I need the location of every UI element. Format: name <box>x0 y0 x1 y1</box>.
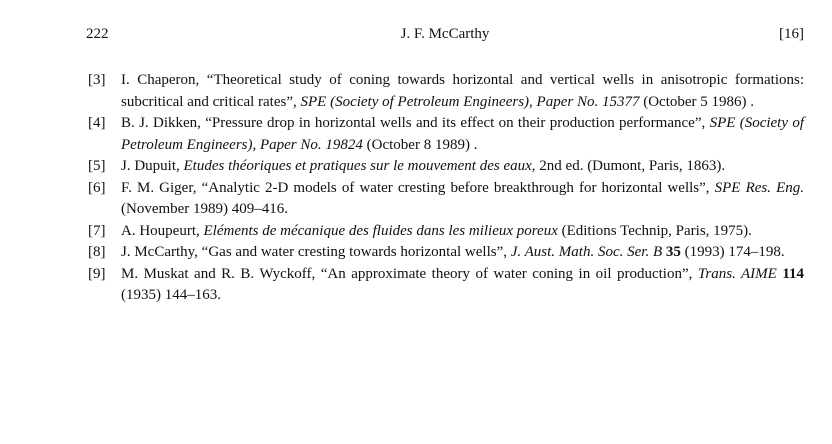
reference-details: (1993) 174–198. <box>680 244 785 260</box>
reference-label: [7] <box>88 222 106 239</box>
reference-details: (1935) 144–163. <box>121 287 221 303</box>
reference-author-title: J. McCarthy, “Gas and water cresting towards horizontal wells”, <box>121 244 511 260</box>
reference-source: SPE Res. Eng. <box>714 179 804 196</box>
reference-item <box>88 156 804 178</box>
reference-details: (November 1989) 409–416. <box>121 201 289 217</box>
reference-item <box>88 221 804 243</box>
reference-source: SPE (Society of Petroleum Engineers), Paper No. 15377 <box>300 93 640 110</box>
reference-text <box>121 221 804 243</box>
reference-volume: 35 <box>665 244 681 260</box>
reference-text <box>121 113 804 156</box>
reference-source: SPE (Society of Petroleum Engineers), Paper No. 19824 <box>121 115 805 153</box>
reference-text <box>121 156 804 178</box>
reference-volume: 114 <box>782 265 805 282</box>
reference-author: A. Houpeurt, <box>121 222 204 239</box>
reference-list <box>88 70 804 307</box>
reference-details: (October 8 1989) . <box>362 136 478 153</box>
section-marker: [16] <box>779 26 804 42</box>
reference-label: [8] <box>88 244 106 260</box>
reference-author-title: F. M. Giger, “Analytic 2-D models of water cresting before breakthrough for horizontal wells”, <box>121 179 715 196</box>
running-title: J. F. McCarthy <box>400 26 490 42</box>
reference-item <box>88 264 804 307</box>
page-header <box>86 26 804 48</box>
reference-source: Trans. AIME <box>697 265 777 282</box>
reference-item <box>88 242 804 264</box>
reference-label: [6] <box>88 179 106 196</box>
reference-details: (October 5 1986) . <box>639 93 755 110</box>
reference-source: Eléments de mécanique des fluides dans les milieux poreux <box>203 222 558 239</box>
reference-item <box>88 70 804 113</box>
reference-text <box>121 70 804 113</box>
reference-label: [9] <box>88 265 106 282</box>
reference-author-title: I. Chaperon, “Theoretical study of coning towards horizontal and vertical wells in anisotropic formations: subcritical and critical rates”, <box>121 72 804 110</box>
reference-label: [4] <box>88 115 106 131</box>
reference-item <box>88 113 804 156</box>
reference-source: J. Aust. Math. Soc. Ser. B <box>510 244 663 260</box>
reference-text <box>121 242 804 264</box>
reference-author: J. Dupuit, <box>121 158 184 174</box>
reference-details: (Editions Technip, Paris, 1975). <box>557 222 752 239</box>
reference-item <box>88 178 804 221</box>
reference-source: Etudes théoriques et pratiques sur le mouvement des eaux <box>183 158 532 174</box>
reference-label: [5] <box>88 158 106 174</box>
reference-label: [3] <box>88 72 106 88</box>
reference-text <box>121 178 804 221</box>
page-number: 222 <box>86 26 109 42</box>
reference-details: , 2nd ed. (Dumont, Paris, 1863). <box>531 158 726 174</box>
reference-author-title: M. Muskat and R. B. Wyckoff, “An approximate theory of water coning in oil production”, <box>121 265 698 282</box>
reference-author-title: B. J. Dikken, “Pressure drop in horizontal wells and its effect on their production performance”, <box>121 115 710 131</box>
reference-text <box>121 264 804 307</box>
